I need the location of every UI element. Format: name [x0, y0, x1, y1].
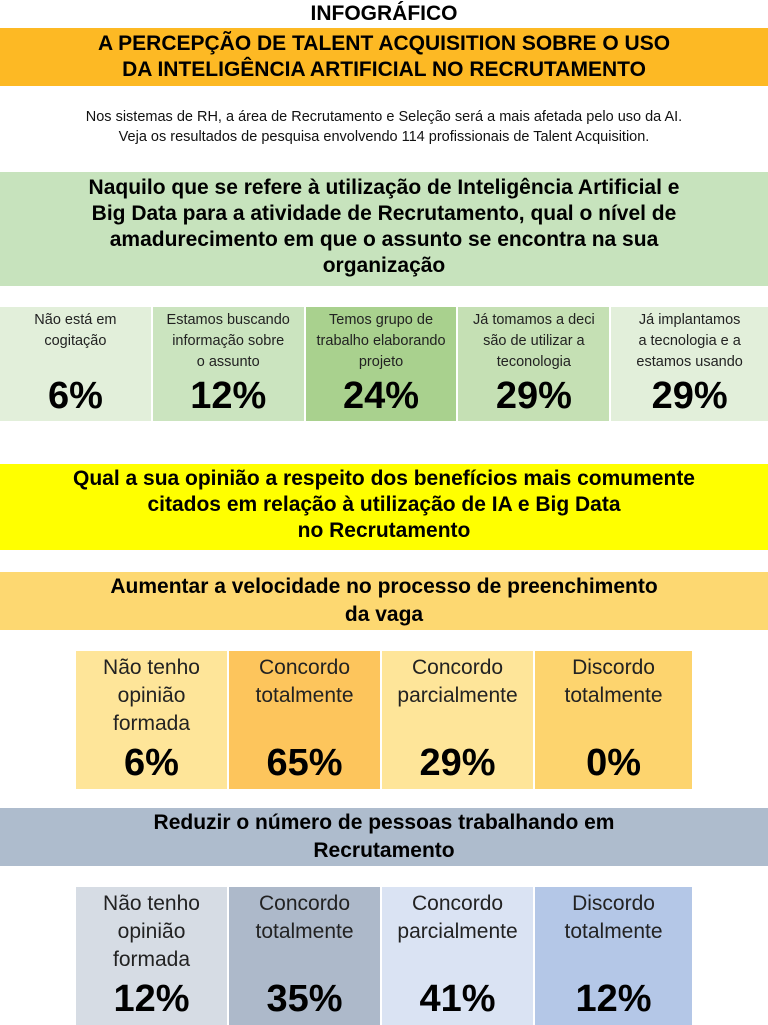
option-percentage: 29%: [495, 375, 572, 417]
option-label: [76, 651, 227, 738]
benefit-speed-heading: [0, 572, 768, 630]
heading-line: no Recrutamento: [297, 519, 471, 542]
label-line: Não tenho: [103, 656, 200, 679]
label-line: totalmente: [564, 920, 663, 943]
label-line: Não tenho: [103, 892, 200, 915]
heading-line: Naquilo que se refere à utilização de Inteligência Artificial e: [88, 176, 680, 199]
label-line: Concordo: [412, 892, 504, 915]
label-line: Concordo: [412, 656, 504, 679]
headcount-option-fully-disagree: [535, 887, 692, 1025]
maturity-option-decided: [458, 307, 609, 421]
option-label: [229, 887, 380, 946]
intro-text: [0, 107, 768, 147]
speed-option-fully-disagree: [535, 651, 692, 789]
option-label: [306, 307, 457, 373]
maturity-option-searching-info: [153, 307, 304, 421]
label-line: informação sobre: [172, 333, 285, 349]
benefit-speed-results-row: [76, 651, 692, 789]
heading-line: Recrutamento: [313, 839, 455, 862]
label-line: trabalho elaborando: [316, 333, 446, 349]
question-maturity-heading: [0, 172, 768, 286]
label-line: opinião: [117, 684, 186, 707]
speed-option-fully-agree: [229, 651, 380, 789]
label-line: cogitação: [44, 333, 107, 349]
question-benefits-heading: [0, 464, 768, 550]
label-line: Discordo: [572, 892, 655, 915]
option-percentage: 12%: [190, 375, 267, 417]
heading-line: Aumentar a velocidade no processo de preenchimento: [110, 575, 658, 598]
label-line: opinião: [117, 920, 186, 943]
intro-line: Veja os resultados de pesquisa envolvendo 114 profissionais de Talent Acquisition.: [118, 129, 650, 145]
label-line: projeto: [358, 354, 404, 370]
option-label: [382, 887, 533, 946]
speed-option-partially-agree: [382, 651, 533, 789]
maturity-option-not-considered: [0, 307, 151, 421]
option-percentage: 35%: [266, 978, 343, 1020]
label-line: Já tomamos a deci: [472, 312, 595, 328]
label-line: Já implantamos: [638, 312, 741, 328]
heading-line: organização: [322, 254, 446, 277]
maturity-option-implemented: [611, 307, 768, 421]
option-label: [229, 651, 380, 710]
heading-line: amadurecimento em que o assunto se encontra na sua: [109, 228, 659, 251]
option-percentage: 29%: [651, 375, 728, 417]
benefit-headcount-results-row: [76, 887, 692, 1025]
option-label: [535, 651, 692, 710]
label-line: estamos usando: [636, 354, 743, 370]
maturity-option-working-group: [306, 307, 457, 421]
option-percentage: 24%: [343, 375, 420, 417]
maturity-results-row: [0, 307, 768, 421]
label-line: Não está em: [34, 312, 117, 328]
label-line: totalmente: [255, 684, 354, 707]
option-percentage: 0%: [586, 742, 641, 784]
label-line: são de utilizar a: [483, 333, 585, 349]
option-label: [611, 307, 768, 373]
label-line: Temos grupo de: [329, 312, 434, 328]
headcount-option-no-opinion: [76, 887, 227, 1025]
label-line: o assunto: [196, 354, 260, 370]
speed-option-no-opinion: [76, 651, 227, 789]
option-percentage: 41%: [419, 978, 496, 1020]
label-line: Concordo: [258, 892, 351, 915]
label-line: formada: [112, 712, 191, 735]
option-percentage: 12%: [575, 978, 652, 1020]
page-title: [0, 28, 768, 86]
option-label: [0, 307, 151, 352]
option-label: [153, 307, 304, 373]
intro-line: Nos sistemas de RH, a área de Recrutamento e Seleção será a mais afetada pelo uso da AI.: [85, 109, 683, 125]
title-line: DA INTELIGÊNCIA ARTIFICIAL NO RECRUTAMENTO: [122, 58, 646, 81]
label-line: Concordo: [258, 656, 351, 679]
heading-line: citados em relação à utilização de IA e Big Data: [147, 493, 621, 516]
option-label: [535, 887, 692, 946]
label-line: totalmente: [255, 920, 354, 943]
option-label: [76, 887, 227, 974]
infographic-label: INFOGRÁFICO: [310, 2, 458, 25]
option-percentage: 12%: [113, 978, 190, 1020]
option-percentage: 29%: [419, 742, 496, 784]
headcount-option-partially-agree: [382, 887, 533, 1025]
option-label: [458, 307, 609, 373]
option-percentage: 6%: [124, 742, 179, 784]
option-percentage: 65%: [266, 742, 343, 784]
heading-line: Big Data para a atividade de Recrutamento, qual o nível de: [91, 202, 677, 225]
label-line: parcialmente: [397, 684, 518, 707]
title-line: A PERCEPÇÃO DE TALENT ACQUISITION SOBRE O USO: [97, 32, 671, 55]
label-line: parcialmente: [397, 920, 518, 943]
label-line: Discordo: [572, 656, 655, 679]
label-line: totalmente: [564, 684, 663, 707]
label-line: a tecnologia e a: [638, 333, 741, 349]
heading-line: Reduzir o número de pessoas trabalhando em: [153, 811, 615, 834]
label-line: formada: [112, 948, 191, 971]
option-percentage: 6%: [47, 375, 103, 417]
benefit-headcount-heading: [0, 808, 768, 866]
label-line: teconologia: [496, 354, 571, 370]
label-line: Estamos buscando: [166, 312, 290, 328]
option-label: [382, 651, 533, 710]
headcount-option-fully-agree: [229, 887, 380, 1025]
heading-line: da vaga: [344, 603, 424, 626]
heading-line: Qual a sua opinião a respeito dos benefícios mais comumente: [72, 467, 695, 490]
